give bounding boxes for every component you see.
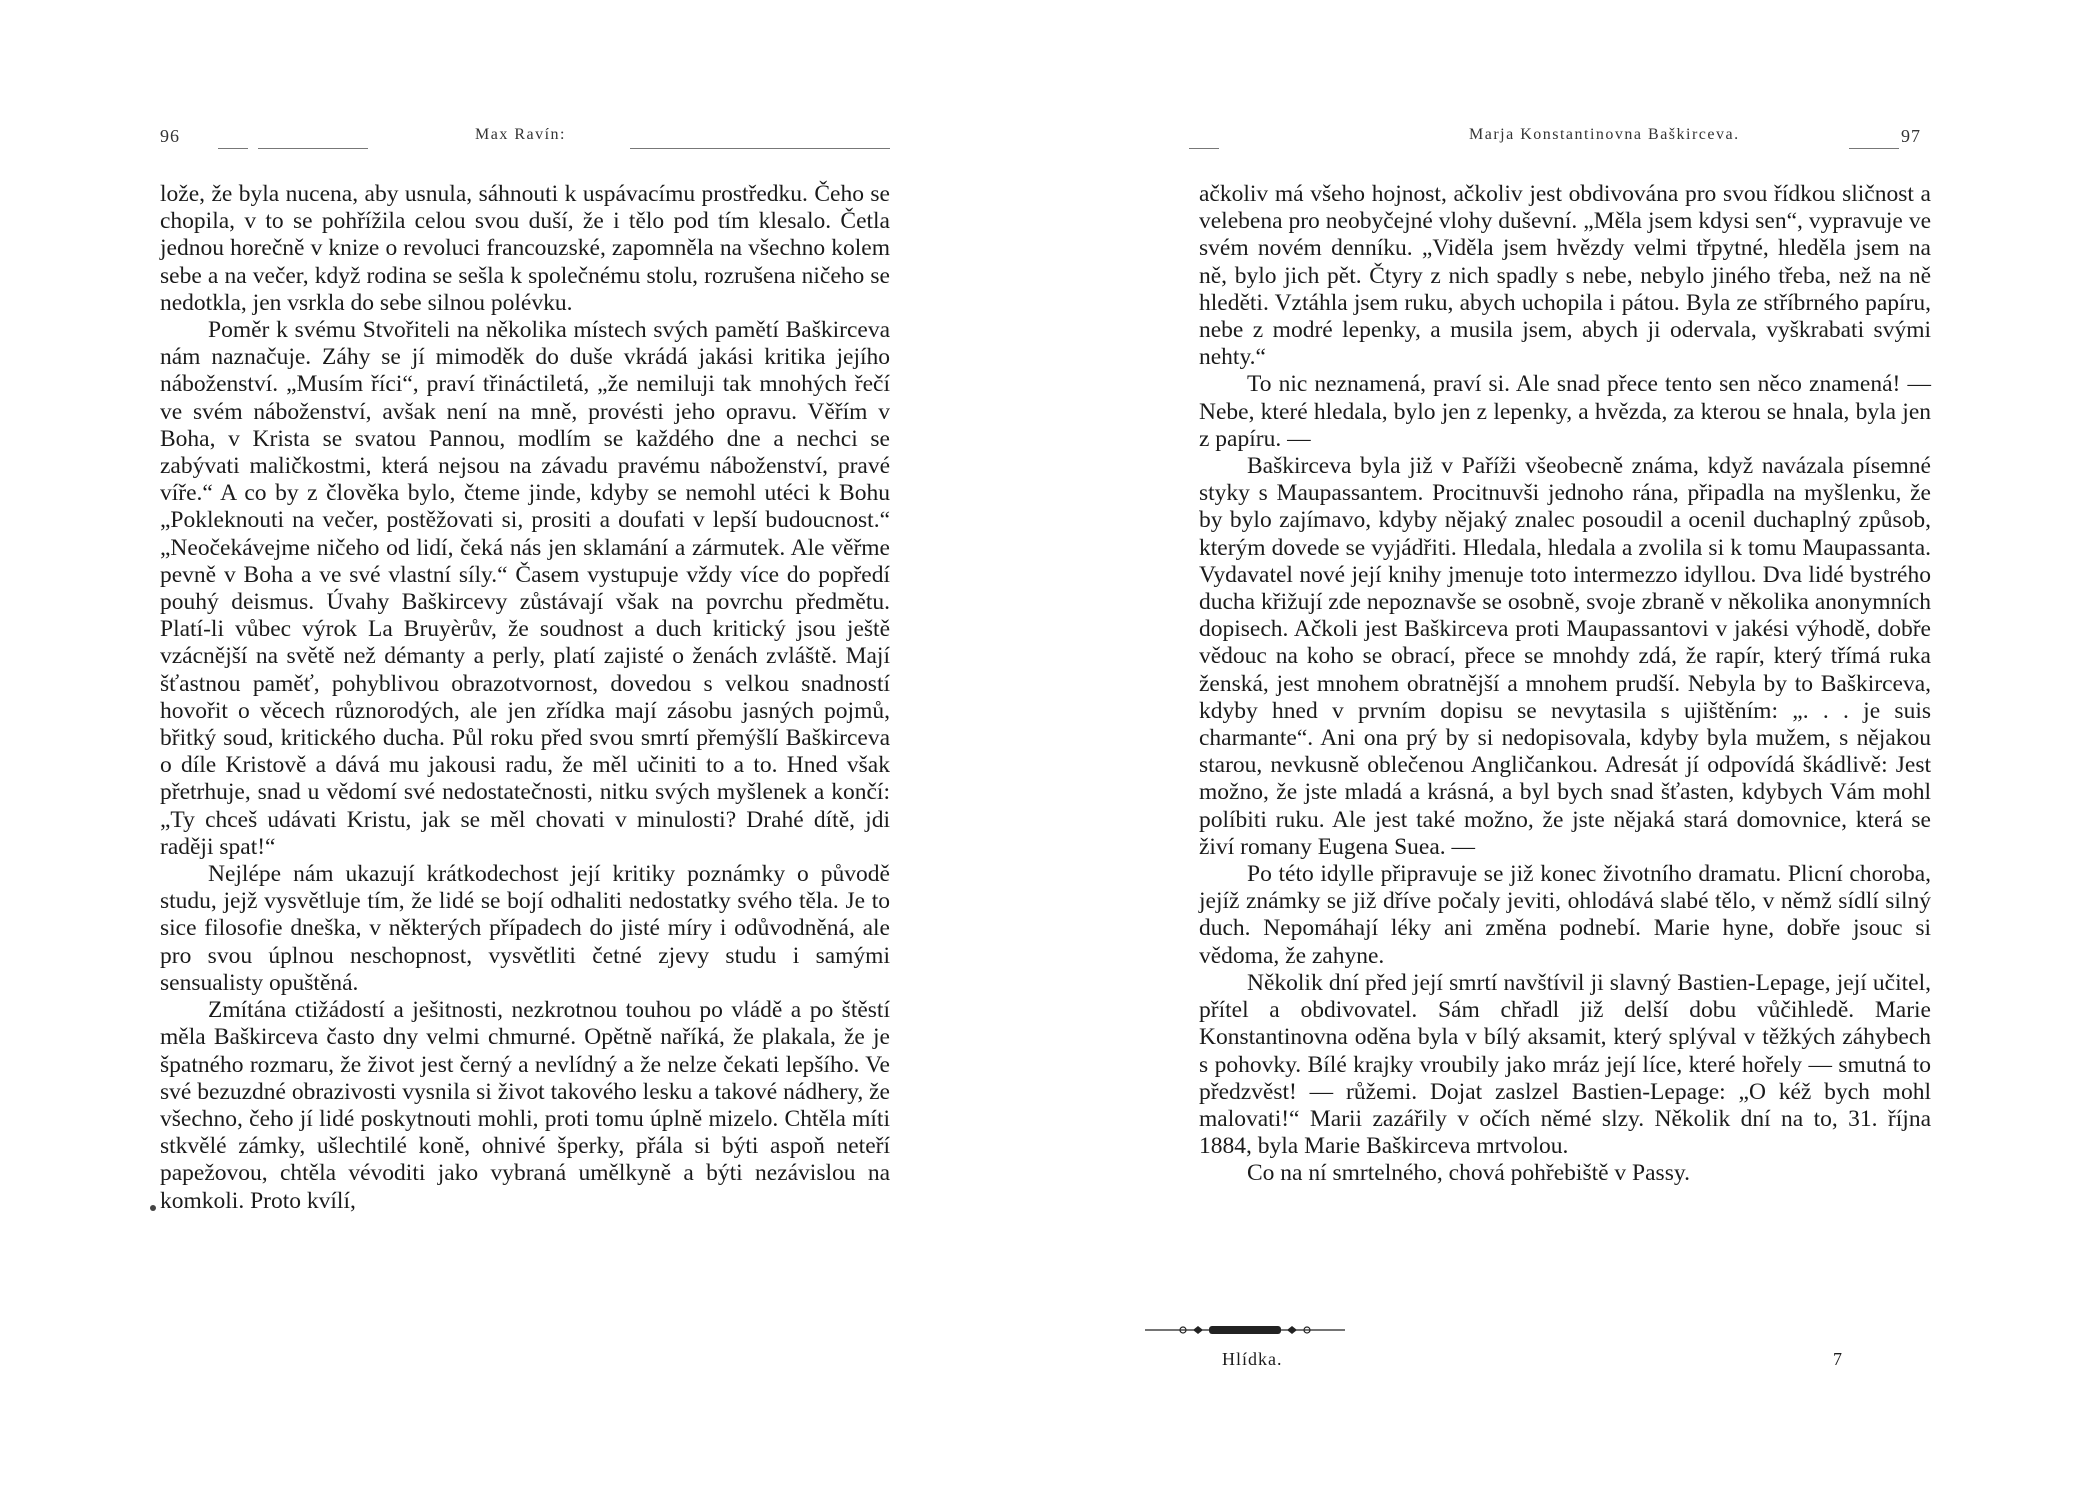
left-text-block	[160, 181, 890, 1215]
header-rule	[1189, 148, 1219, 149]
header-rule	[630, 148, 890, 149]
paragraph: ačkoliv má všeho hojnost, ačkoliv jest obdivována pro svou řídkou sličnost a velebena pro neobyčejné vlohy duševní. „Měla jsem kdysi sen“, vypravuje ve svém novém denníku. „Viděla jsem hvězdy velmi třpytné, hleděla jsem na ně, bylo jich pět. Čtyry z nich spadly s nebe, nebylo jiného třeba, než na ně hleděti. Vztáhla jsem ruku, abych uchopila i pátou. Byla ze stříbrného papíru, nebe z modré lepenky, a musila jsem, abych ji odervala, vyškrabati svými nehty.“	[1199, 181, 1931, 371]
left-running-title: Max Ravín:	[475, 126, 566, 143]
paragraph: Po této idylle připravuje se již konec životního dramatu. Plicní choroba, jejíž známky se již dříve počaly jeviti, ohlodává slabé tělo, v němž sídlí silný duch. Nepomáhají léky ani změna podnebí. Marie hyne, dobře jsouc si vědoma, že zahyne.	[1199, 861, 1931, 969]
right-running-head	[1189, 126, 1921, 156]
journal-signature: Hlídka.	[1222, 1349, 1283, 1369]
sheet-signature: 7	[1833, 1349, 1843, 1369]
right-text-block	[1199, 181, 1931, 1188]
header-rule	[218, 148, 248, 149]
paragraph: lože, že byla nucena, aby usnula, sáhnouti k uspávacímu prostředku. Čeho se chopila, v to se pohřížila celou svou duší, že i tělo pod tím klesalo. Četla jednou horečně v knize o revoluci francouzské, zapomněla na všechno kolem sebe a na večer, když rodina se sešla k společnému stolu, rozrušena ničeho se nedotkla, jen vsrkla do sebe silnou polévku.	[160, 181, 890, 316]
header-rule	[258, 148, 368, 149]
left-page-number: 96	[160, 126, 180, 146]
right-page	[1039, 0, 2078, 1500]
paragraph: Poměr k svému Stvořiteli na několika místech svých pamětí Baškirceva nám naznačuje. Záhy se jí mimoděk do duše vkrádá jakási kritika jejího náboženství. „Musím říci“, praví třináctiletá, „že nemiluji tak mnohých řečí ve svém náboženství, avšak není na mně, provésti jeho opravu. Věřím v Boha, v Krista se svatou Pannou, modlím se každého dne a nechci se zabývati maličkostmi, která nejsou na závadu pravému náboženství, pravé víře.“ A co by z člověka bylo, čteme jinde, kdyby se nemohl utéci k Bohu „Pokleknouti na večer, postěžovati si, prositi a doufati v lepší budoucnost.“ „Neočekávejme ničeho od lidí, čeká nás jen sklamání a zármutek. Ale věřme pevně v Boha a ve své vlastní síly.“ Časem vystupuje vždy více do popředí pouhý deismus. Úvahy Baškircevy zůstávají však na povrchu předmětu. Platí-li vůbec výrok La Bruyèrův, že soudnost a duch kritický jsou ještě vzácnější na světě než démanty a perly, platí zajisté o ženách zvláště. Mají šťastnou paměť, pohyblivou obrazotvornost, dovedou s velkou snadností hovořit o věcech různorodých, ale jen zřídka mají zásobu jasných pojmů, břitký soud, kritického ducha. Půl roku před svou smrtí přemýšlí Baškirceva o díle Kristově a dává mu jakousi radu, že měl učiniti to a to. Hned však přetrhuje, snad u vědomí své nedostatečnosti, nitku svých myšlenek a končí: „Ty chceš udávati Kristu, jak se měl chovati v minulosti? Drahé dítě, jdi raději spat!“	[160, 317, 890, 860]
margin-mark	[150, 1205, 156, 1211]
paragraph: Nejlépe nám ukazují krátkodechost její kritiky poznámky o původě studu, jejž vysvětluje tím, že lidé se bojí odhaliti nedostatky svého těla. Je to sice filosofie dneška, v některých případech do jisté míry i odůvodněná, ale pro svou úplnou neschopnost, vysvětliti četné zjevy studu i samými sensualisty opuštěná.	[160, 861, 890, 996]
paragraph: Několik dní před její smrtí navštívil ji slavný Bastien-Lepage, její učitel, přítel a obdivovatel. Sám chřadl již delší dobu vůčihledě. Marie Konstantinovna oděna byla v bílý aksamit, který splýval v těžkých záhybech s pohovky. Bílé krajky vroubily jako mráz její líce, které hořely — smutná to předzvěst! — růžemi. Dojat zaslzel Bastien-Lepage: „O kéž bych mohl malovati!“ Marii zazářily v očích němé slzy. Několik dní na to, 31. října 1884, byla Marie Baškirceva mrtvolou.	[1199, 969, 1931, 1160]
paragraph: Baškirceva byla již v Paříži všeobecně známa, když navázala písemné styky s Maupassantem. Procitnuvši jednoho rána, připadla na myšlenku, že by bylo zajímavo, kdyby nějaký znalec posoudil a ocenil duchaplný způsob, kterým dovede se vyjádřiti. Hledala, hledala a zvolila si k tomu Maupassanta. Vydavatel nové její knihy jmenuje toto intermezzo idyllou. Dva lidé bystrého ducha křižují zde nepoznavše se osobně, svoje zbraně v několika anonymních dopisech. Ačkoli jest Baškirceva proti Maupassantovi v jakési výhodě, dobře vědouc na koho se obrací, přece se mnohdy zdá, že rapír, který třímá ruka ženská, jest mnohem obratnější a mnohem prudší. Nebyla by to Baškirceva, kdyby hned v prvním dopisu se nevytasila s ujištěním: „. . . je suis charmante“. Ani ona prý by si nedopisovala, kdyby byla mužem, s nějakou starou, nevkusně oblečenou Angličankou. Adresát jí odpovídá škádlivě: Jest možno, že jste mladá a krásná, a byl bych snad šťasten, kdybych Vám mohl políbiti ruku. Ale jest také možno, že jste nějaká stará domovnice, která se živí romany Eugena Suea. —	[1199, 453, 1931, 860]
paragraph: Co na ní smrtelného, chová pohřebiště v Passy.	[1247, 1160, 1690, 1187]
right-running-title: Marja Konstantinovna Baškirceva.	[1469, 126, 1740, 143]
left-running-head	[160, 126, 890, 156]
header-rule	[1849, 148, 1899, 149]
paragraph: To nic neznamená, praví si. Ale snad přece tento sen něco znamená! — Nebe, které hledala, bylo jen z lepenky, a hvězda, za kterou se hnala, byla jen z papíru. —	[1199, 371, 1931, 452]
paragraph: Zmítána ctižádostí a ješitnosti, nezkrotnou touhou po vládě a po štěstí měla Baškirceva často dny velmi chmurné. Opětně naříká, že plakala, že je špatného rozmaru, že život jest černý a nevlídný a že nelze čekati lepšího. Ve své bezuzdné obrazivosti vysnila si život takového lesku a takové nádhery, že všechno, čeho jí lidé poskytnouti mohli, proti tomu úplně mizelo. Chtěla míti stkvělé zámky, ušlechtilé koně, ohnivé šperky, přála si býti aspoň neteří papežovou, chtěla vévoditi jako vybraná umělkyně a býti nezávislou na komkoli. Proto kvílí,	[160, 997, 890, 1214]
end-ornament-icon	[1145, 1323, 1345, 1337]
right-page-number: 97	[1901, 126, 1921, 146]
